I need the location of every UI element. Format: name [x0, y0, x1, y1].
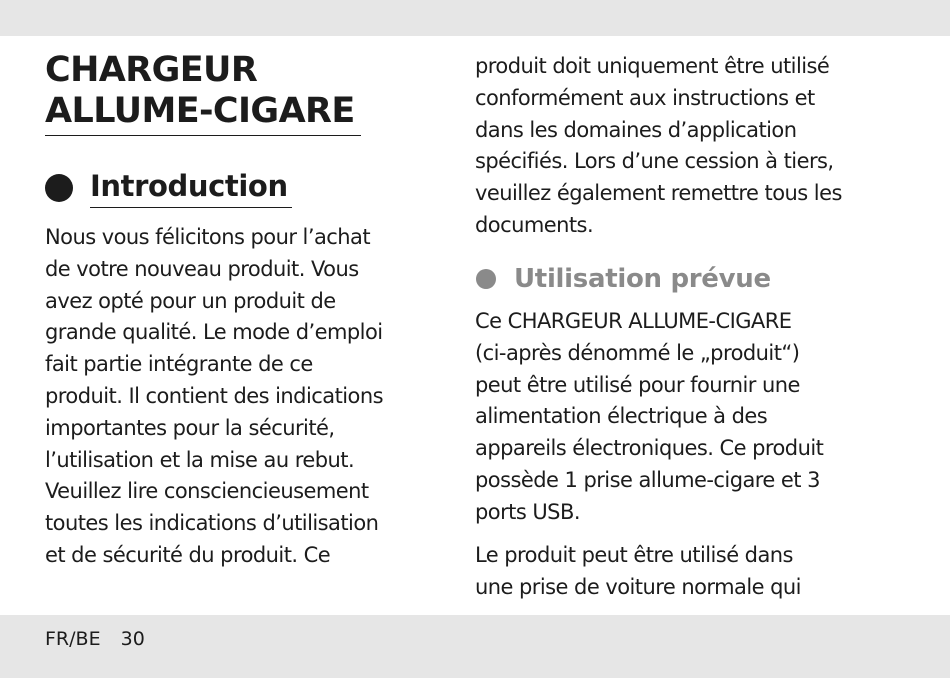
locale-label: FR/BE [45, 628, 101, 650]
page-title [45, 50, 355, 132]
text-line: grande qualité. Le mode d’emploi [45, 320, 383, 345]
text-line: alimentation électrique à des [475, 404, 768, 429]
text-line: (ci-après dénommé le „produit“) [475, 340, 800, 365]
intended-use-heading: Utilisation prévue [514, 264, 771, 294]
text-line: une prise de voiture normale qui [475, 574, 801, 599]
text-line: l’utilisation et la mise au rebut. [45, 447, 355, 472]
text-line: Ce CHARGEUR ALLUME-CIGARE [475, 309, 792, 333]
title-line: ALLUME-CIGARE [45, 91, 355, 131]
text-line: de votre nouveau produit. Vous [45, 256, 359, 281]
text-line: appareils électroniques. Ce produit [475, 436, 824, 461]
page-number: 30 [120, 628, 145, 650]
text-line: conformément aux instructions et [475, 85, 815, 110]
introduction-heading: Introduction [90, 169, 288, 203]
intended-use-paragraph-2 [475, 540, 801, 604]
title-line: CHARGEUR [45, 50, 258, 90]
introduction-paragraph [45, 222, 383, 572]
text-line: toutes les indications d’utilisation [45, 511, 379, 536]
text-line: et de sécurité du produit. Ce [45, 542, 331, 567]
text-line: avez opté pour un produit de [45, 288, 336, 313]
text-line: Le produit peut être utilisé dans [475, 543, 793, 567]
text-line: documents. [475, 212, 594, 237]
top-band [0, 0, 950, 36]
introduction-heading-underline [90, 207, 292, 208]
title-underline [45, 135, 361, 136]
bullet-icon [45, 174, 73, 202]
text-line: veuillez également remettre tous les [475, 181, 842, 206]
bullet-icon [476, 269, 496, 289]
text-line: importantes pour la sécurité, [45, 415, 335, 440]
intended-use-paragraph [475, 306, 823, 529]
introduction-paragraph-continued [475, 51, 842, 242]
text-line: Nous vous félicitons pour l’achat [45, 225, 371, 249]
page-footer [45, 626, 145, 652]
text-line: spécifiés. Lors d’une cession à tiers, [475, 149, 834, 174]
text-line: fait partie intégrante de ce [45, 352, 313, 377]
text-line: produit doit uniquement être utilisé [475, 54, 830, 78]
text-line: peut être utilisé pour fournir une [475, 372, 800, 397]
text-line: possède 1 prise allume-cigare et 3 [475, 467, 820, 492]
text-line: ports USB. [475, 499, 580, 524]
text-line: dans les domaines d’application [475, 117, 797, 142]
text-line: produit. Il contient des indications [45, 383, 383, 408]
text-line: Veuillez lire consciencieusement [45, 479, 369, 504]
